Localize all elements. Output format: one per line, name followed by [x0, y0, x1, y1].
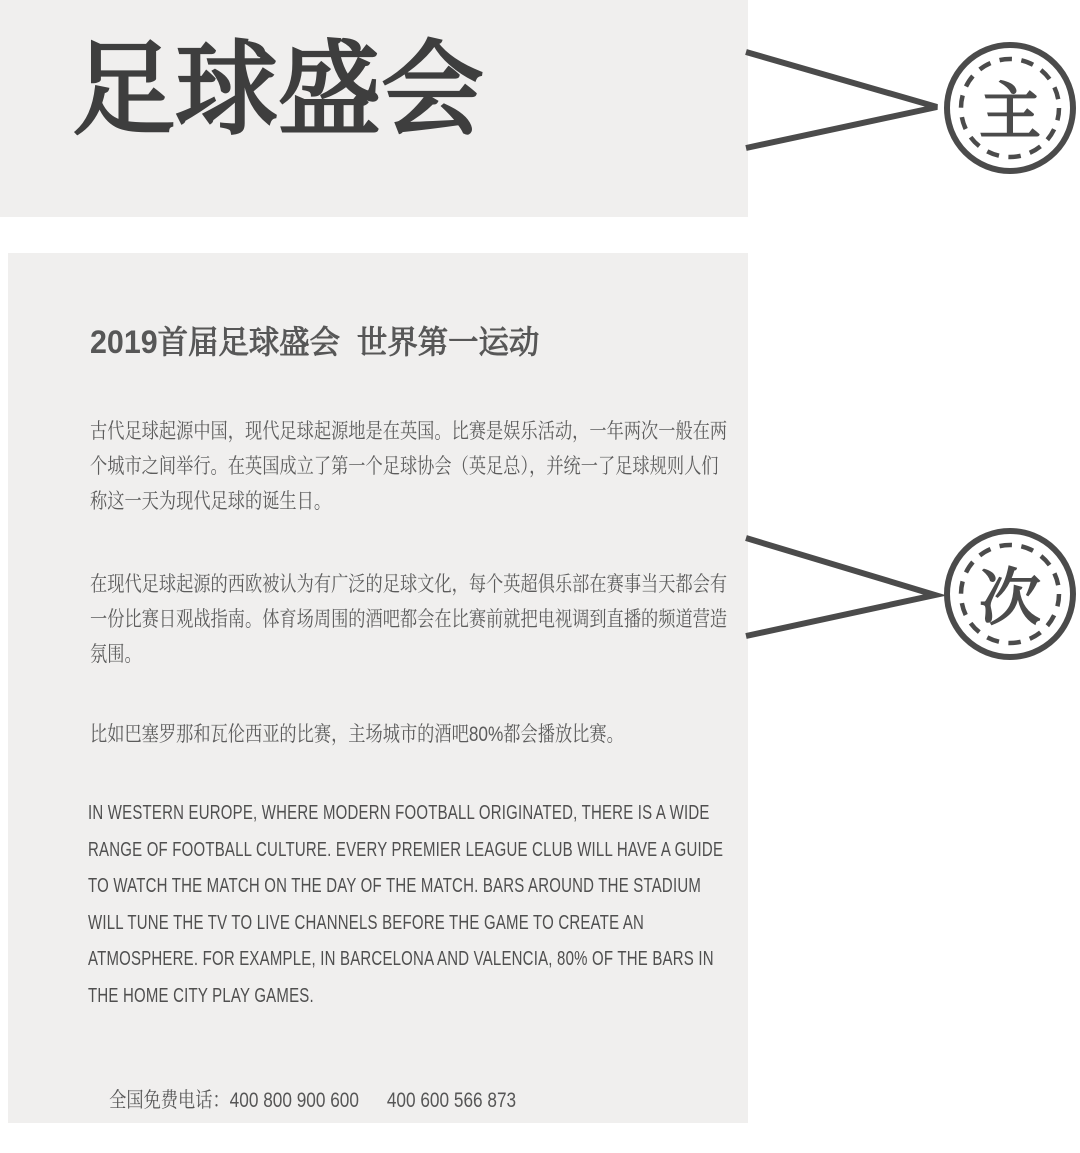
- secondary-badge: [944, 528, 1076, 660]
- hotline-row: [90, 1048, 610, 1153]
- callout-arrow-icon: [746, 52, 937, 148]
- text-line: 一份比赛日观战指南。体育场周围的酒吧都会在比赛前就把电视调到直播的频道营造: [90, 608, 728, 631]
- text-line: ATMOSPHERE. FOR EXAMPLE, IN BARCELONA AND VALENCIA, 80% OF THE BARS IN: [88, 947, 714, 971]
- page-title: 足球盛会: [72, 32, 484, 147]
- paragraph-origin: [90, 414, 867, 519]
- primary-callout-lines: [740, 40, 950, 160]
- primary-badge-label: 主: [978, 77, 1041, 147]
- text-line: TO WATCH THE MATCH ON THE DAY OF THE MATCH. BARS AROUND THE STADIUM: [88, 874, 702, 898]
- hotline-line: [90, 1048, 516, 1153]
- text-line: RANGE OF FOOTBALL CULTURE. EVERY PREMIER LEAGUE CLUB WILL HAVE A GUIDE: [88, 837, 724, 861]
- text-line: 在现代足球起源的西欧被认为有广泛的足球文化，每个英超俱乐部在赛事当天都会有: [90, 573, 728, 596]
- hotline-phone-1: 400 800 900 600: [229, 1089, 359, 1112]
- text-line: 比如巴塞罗那和瓦伦西亚的比赛，主场城市的酒吧80%都会播放比赛。: [90, 723, 624, 746]
- text-line: THE HOME CITY PLAY GAMES.: [88, 983, 314, 1007]
- paragraph-english: [88, 795, 958, 1015]
- text-line: 氛围。: [90, 643, 142, 666]
- secondary-badge-label: 次: [978, 563, 1041, 633]
- paragraph-example: [90, 717, 741, 752]
- text-line: IN WESTERN EUROPE, WHERE MODERN FOOTBALL ORIGINATED, THERE IS A WIDE: [88, 801, 710, 824]
- hotline-label: 全国免费电话：: [109, 1089, 230, 1112]
- article-heading-text: 2019首届足球盛会 世界第一运动: [90, 324, 540, 360]
- text-line: WILL TUNE THE TV TO LIVE CHANNELS BEFORE THE GAME TO CREATE AN: [88, 910, 645, 934]
- paragraph-culture: [90, 567, 867, 672]
- text-line: 称这一天为现代足球的诞生日。: [90, 490, 332, 513]
- text-line: 古代足球起源中国，现代足球起源地是在英国。比赛是娱乐活动，一年两次一般在两: [90, 420, 728, 443]
- text-line: 个城市之间举行。在英国成立了第一个足球协会（英足总），并统一了足球规则人们: [90, 455, 719, 478]
- hotline-phone-2: 400 600 566 873: [386, 1089, 517, 1112]
- primary-badge: [944, 42, 1076, 174]
- article-heading: [90, 322, 563, 362]
